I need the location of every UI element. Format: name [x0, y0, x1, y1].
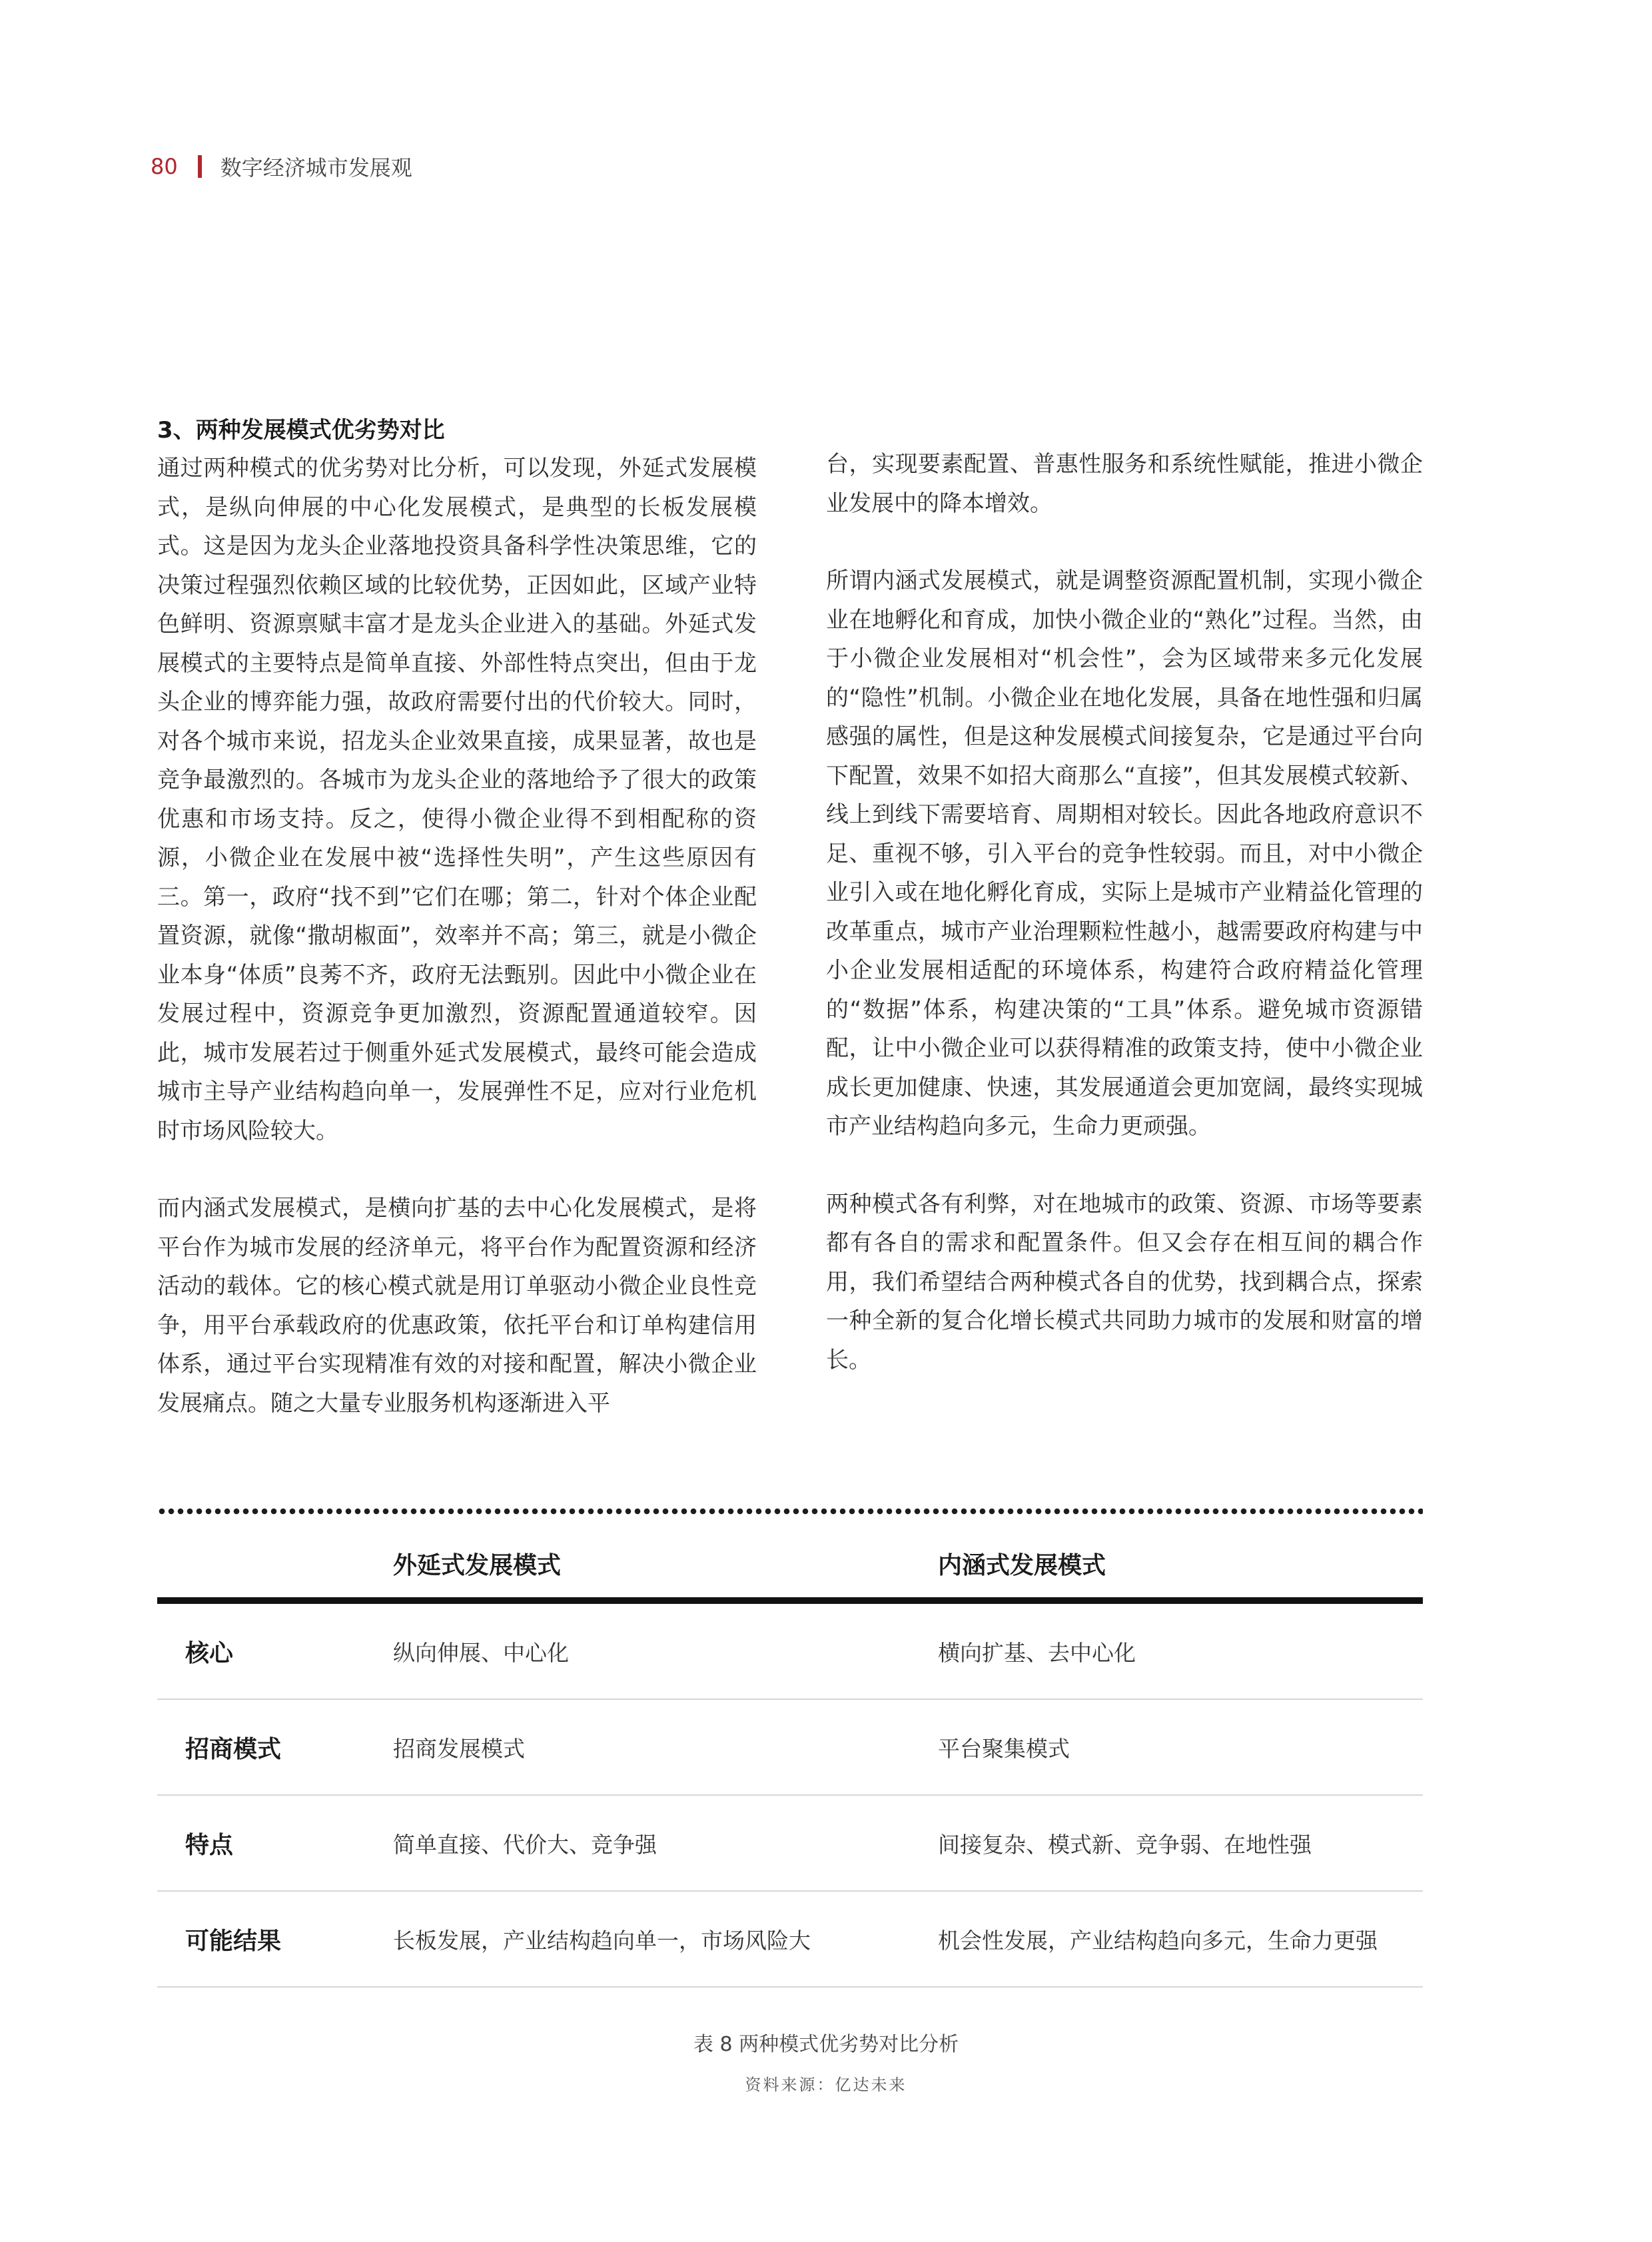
cell-outer: 简单直接、代价大、竞争强 [393, 1831, 657, 1858]
right-paragraph-3: 两种模式各有利弊，对在地城市的政策、资源、市场等要素都有各自的需求和配置条件。但又会存在相互间的耦合作用，我们希望结合两种模式各自的优势，找到耦合点，探索一种全新的复合化增长模式共同助力城市的发展和财富的增长。 [826, 1190, 1423, 1373]
table-row [157, 1892, 1423, 1988]
row-label: 可能结果 [185, 1927, 282, 1955]
table-caption: 表 8 两种模式优劣势对比分析 [693, 2033, 959, 2056]
table-row [157, 1796, 1423, 1892]
table-header-row [157, 1532, 1423, 1597]
cell-outer: 长板发展，产业结构趋向单一，市场风险大 [393, 1927, 811, 1954]
right-paragraph-1: 台，实现要素配置、普惠性服务和系统性赋能，推进小微企业发展中的降本增效。 [826, 451, 1423, 517]
cell-inner: 机会性发展，产业结构趋向多元，生命力更强 [938, 1927, 1378, 1954]
page-number: 80 [151, 154, 178, 179]
section-title: 3、两种发展模式优劣势对比 [157, 417, 445, 444]
dotted-divider [157, 1508, 1423, 1515]
header-divider [198, 155, 202, 178]
table-row [157, 1604, 1423, 1700]
table-header-rule [157, 1597, 1423, 1604]
table-source: 资料来源：亿达未来 [745, 2075, 907, 2094]
right-column [826, 445, 1423, 1379]
cell-outer: 招商发展模式 [393, 1735, 525, 1762]
row-label: 招商模式 [185, 1735, 282, 1763]
cell-inner: 横向扩基、去中心化 [938, 1639, 1136, 1666]
left-paragraph-2: 而内涵式发展模式，是横向扩基的去中心化发展模式，是将平台作为城市发展的经济单元，将平台作为配置资源和经济活动的载体。它的核心模式就是用订单驱动小微企业良性竞争，用平台承载政府的优惠政策，依托平台和订单构建信用体系，通过平台实现精准有效的对接和配置，解决小微企业发展痛点。随之大量专业服务机构逐渐进入平 [157, 1195, 757, 1417]
cell-inner: 间接复杂、模式新、竞争弱、在地性强 [938, 1831, 1312, 1858]
row-label: 核心 [185, 1639, 234, 1667]
page-header [151, 152, 412, 181]
comparison-table [157, 1532, 1423, 1988]
header-outer-mode: 外延式发展模式 [393, 1552, 562, 1579]
right-paragraph-2: 所谓内涵式发展模式，就是调整资源配置机制，实现小微企业在地孵化和育成，加快小微企业的“熟化”过程。当然，由于小微企业发展相对“机会性”，会为区域带来多元化发展的“隐性”机制。小微企业在地化发展，具备在地性强和归属感强的属性，但是这种发展模式间接复杂，它是通过平台向下配置，效果不如招大商那么“直接”，但其发展模式较新、线上到线下需要培育、周期相对较长。因此各地政府意识不足、重视不够，引入平台的竞争性较弱。而且，对中小微企业引入或在地化孵化育成，实际上是城市产业精益化管理的改革重点，城市产业治理颗粒性越小，越需要政府构建与中小企业发展相适配的环境体系，构建符合政府精益化管理的“数据”体系，构建决策的“工具”体系。避免城市资源错配，让中小微企业可以获得精准的政策支持，使中小微企业成长更加健康、快速，其发展通道会更加宽阔，最终实现城市产业结构趋向多元，生命力更顽强。 [826, 567, 1423, 1140]
header-inner-mode: 内涵式发展模式 [938, 1552, 1106, 1579]
left-paragraph-1: 通过两种模式的优劣势对比分析，可以发现，外延式发展模式，是纵向伸展的中心化发展模式，是典型的长板发展模式。这是因为龙头企业落地投资具备科学性决策思维，它的决策过程强烈依赖区域的比较优势，正因如此，区域产业特色鲜明、资源禀赋丰富才是龙头企业进入的基础。外延式发展模式的主要特点是简单直接、外部性特点突出，但由于龙头企业的博弈能力强，故政府需要付出的代价较大。同时，对各个城市来说，招龙头企业效果直接，成果显著，故也是竞争最激烈的。各城市为龙头企业的落地给予了很大的政策优惠和市场支持。反之，使得小微企业得不到相配称的资源，小微企业在发展中被“选择性失明”，产生这些原因有三。第一，政府“找不到”它们在哪；第二，针对个体企业配置资源，就像“撒胡椒面”，效率并不高；第三，就是小微企业本身“体质”良莠不齐，政府无法甄别。因此中小微企业在发展过程中，资源竞争更加激烈，资源配置通道较窄。因此，城市发展若过于侧重外延式发展模式，最终可能会造成城市主导产业结构趋向单一，发展弹性不足，应对行业危机时市场风险较大。 [157, 455, 757, 1144]
cell-outer: 纵向伸展、中心化 [393, 1639, 569, 1666]
row-label: 特点 [185, 1831, 234, 1859]
left-column [157, 412, 757, 1423]
cell-inner: 平台聚集模式 [938, 1735, 1070, 1762]
table-row [157, 1700, 1423, 1796]
book-title: 数字经济城市发展观 [220, 155, 412, 181]
